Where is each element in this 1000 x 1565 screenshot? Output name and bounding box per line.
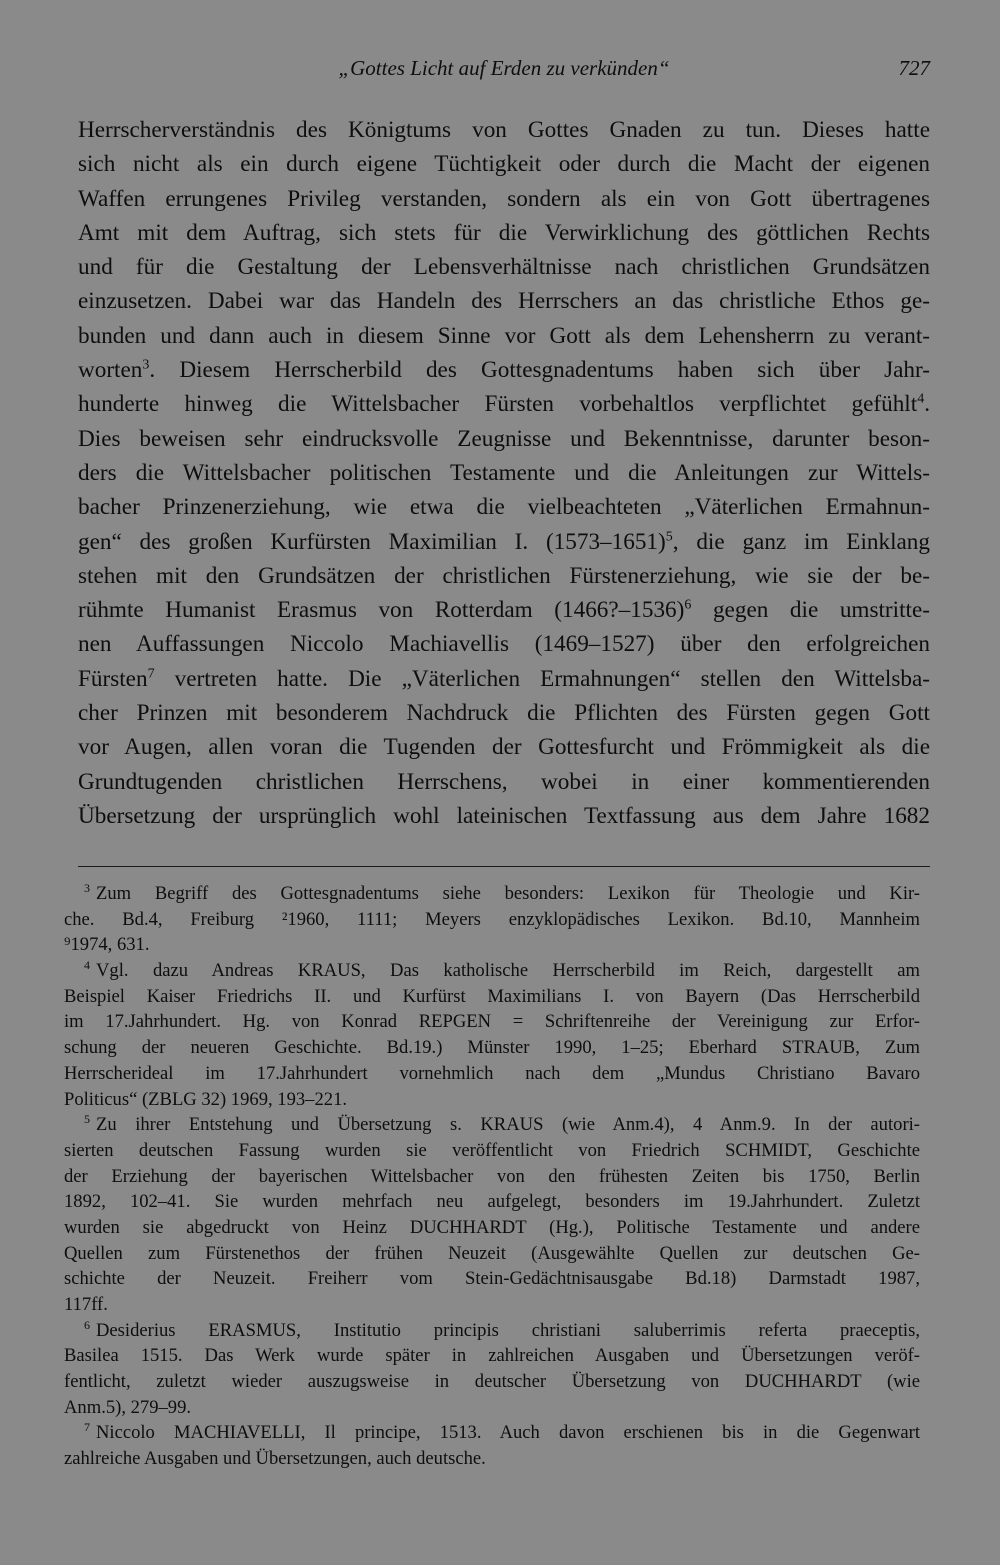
body-text-fragment: . Diesem Herrscherbild des Gottesgnadentums haben sich über Jahr- [149, 357, 930, 384]
footnote-7 [64, 1420, 920, 1471]
running-title: „Gottes Licht auf Erden zu verkünden“ [338, 56, 670, 80]
footnote-line [64, 958, 920, 984]
body-text-line: Übersetzung der ursprünglich wohl lateinischen Textfassung aus dem Jahre 1682 [78, 802, 930, 829]
body-text-line [78, 593, 930, 627]
body-text-line: ders die Wittelsbacher politischen Testamente und die Anleitungen zur Wittels- [78, 459, 930, 486]
footnote-line: Anm.5), 279–99. [64, 1396, 192, 1418]
footnote-line: Quellen zum Fürstenethos der frühen Neuzeit (Ausgewählte Quellen zur deutschen Ge- [64, 1242, 920, 1264]
footnote-line: Politicus“ (ZBLG 32) 1969, 193–221. [64, 1088, 348, 1110]
footnotes-block [64, 881, 920, 1472]
footnote-text: Niccolo MACHIAVELLI, Il principe, 1513. Auch davon erschienen bis in die Gegenwart [96, 1422, 920, 1444]
footnote-mark: 5 [84, 1112, 90, 1126]
body-text-fragment: hunderte hinweg die Wittelsbacher Fürsten vorbehaltlos verpflichtet gefühlt [78, 391, 918, 418]
footnote-line [64, 1112, 920, 1138]
body-text-line: stehen mit den Grundsätzen der christlichen Fürstenerziehung, wie sie der be- [78, 562, 930, 589]
body-text-fragment: gen“ des großen Kurfürsten Maximilian I. (1573–1651) [78, 528, 666, 555]
running-header [78, 54, 930, 88]
footnote-mark: 7 [84, 1420, 90, 1435]
body-text-line: nen Auffassungen Niccolo Machiavellis (1469–1527) über den erfolgreichen [78, 631, 930, 658]
body-text-fragment: worten [78, 357, 143, 384]
body-text-line: Grundtugenden christlichen Herrschens, wobei in einer kommentierenden [78, 768, 930, 795]
footnote-text: Vgl. dazu Andreas KRAUS, Das katholische Herrscherbild im Reich, dargestellt am [96, 960, 920, 982]
body-text-fragment: vertreten hatte. Die „Väterlichen Ermahnungen“ stellen den Wittelsba- [154, 665, 930, 692]
body-text-fragment: rühmte Humanist Erasmus von Rotterdam (1466?–1536) [78, 597, 685, 624]
footnote-3 [64, 881, 920, 958]
footnote-reference[interactable]: 6 [684, 597, 692, 613]
footnote-line: 117ff. [64, 1294, 108, 1315]
footnote-mark: 6 [84, 1317, 90, 1332]
footnote-line: ⁹1974, 631. [64, 934, 150, 956]
body-text-line: und für die Gestaltung der Lebensverhältnisse nach christlichen Grundsätzen [78, 254, 930, 281]
body-text-line [78, 662, 930, 696]
body-text-line: Dies beweisen sehr eindrucksvolle Zeugnisse und Bekenntnisse, darunter beson- [78, 425, 930, 452]
footnote-line: schung der neueren Geschichte. Bd.19.) Münster 1990, 1–25; Eberhard STRAUB, Zum [64, 1037, 920, 1059]
body-text-line [78, 525, 930, 559]
body-text-line: Waffen errungenes Privileg verstanden, sondern als ein von Gott übertragenes [78, 185, 930, 212]
footnote-5 [64, 1112, 920, 1318]
footnote-line: schichte der Neuzeit. Freiherr vom Stein-Gedächtnisausgabe Bd.18) Darmstadt 1987, [64, 1268, 920, 1290]
footnote-line: che. Bd.4, Freiburg ²1960, 1111; Meyers enzyklopädisches Lexikon. Bd.10, Mannheim [64, 908, 920, 930]
footnote-line [64, 1420, 920, 1446]
footnote-6 [64, 1318, 920, 1421]
footnote-reference[interactable]: 5 [665, 528, 673, 544]
footnote-mark: 4 [84, 957, 90, 972]
body-text-line: Amt mit dem Auftrag, sich stets für die Verwirklichung des göttlichen Rechts [78, 219, 930, 246]
body-text-line [78, 387, 930, 421]
footnote-text: Zum Begriff des Gottesgnadentums siehe besonders: Lexikon für Theologie und Kir- [96, 883, 920, 904]
footnote-reference[interactable]: 7 [147, 666, 155, 682]
body-text-line: bunden und dann auch in diesem Sinne vor Gott als dem Lehensherrn zu verant- [78, 322, 930, 349]
footnote-line: zahlreiche Ausgaben und Übersetzungen, auch deutsche. [64, 1448, 486, 1470]
footnote-line: der Erziehung der bayerischen Wittelsbacher von den frühesten Zeiten bis 1750, Berlin [64, 1165, 920, 1187]
footnote-4 [64, 958, 920, 1112]
footnote-text: Zu ihrer Entstehung und Übersetzung s. KRAUS (wie Anm.4), 4 Anm.9. In der autori- [96, 1114, 920, 1136]
body-text-fragment: . [924, 391, 930, 418]
footnote-reference[interactable]: 4 [917, 391, 925, 407]
footnote-line: sierten deutschen Fassung wurden sie veröffentlicht von Friedrich SCHMIDT, Geschichte [64, 1139, 920, 1161]
body-text-line [78, 353, 930, 387]
footnote-line: Herrscherideal im 17.Jahrhundert vornehmlich nach dem „Mundus Christiano Bavaro [64, 1062, 920, 1084]
footnote-separator [78, 866, 930, 867]
page-number: 727 [898, 56, 930, 80]
footnote-line [64, 881, 920, 907]
body-text-line: sich nicht als ein durch eigene Tüchtigkeit oder durch die Macht der eigenen [78, 151, 930, 178]
footnote-line: fentlicht, zuletzt wieder auszugsweise in deutscher Übersetzung von DUCHHARDT (wie [64, 1371, 920, 1393]
footnote-line: Basilea 1515. Das Werk wurde später in zahlreichen Ausgaben und Übersetzungen veröf- [64, 1345, 920, 1367]
footnote-line [64, 1318, 920, 1344]
footnote-text: Desiderius ERASMUS, Institutio principis christiani saluberrimis referta praeceptis, [96, 1319, 920, 1341]
body-text-line: cher Prinzen mit besonderem Nachdruck die Pflichten des Fürsten gegen Gott [78, 700, 930, 727]
body-text-fragment: Fürsten [78, 665, 148, 692]
main-text-block [78, 113, 930, 833]
body-text-line: vor Augen, allen voran die Tugenden der Gottesfurcht und Frömmigkeit als die [78, 734, 930, 761]
footnote-mark: 3 [84, 880, 90, 895]
body-text-line: Herrscherverständnis des Königtums von Gottes Gnaden zu tun. Dieses hatte [78, 117, 930, 143]
body-text-fragment: , die ganz im Einklang [672, 528, 930, 555]
footnote-line: wurden sie abgedruckt von Heinz DUCHHARDT (Hg.), Politische Testamente und andere [64, 1216, 920, 1238]
footnote-line: im 17.Jahrhundert. Hg. von Konrad REPGEN = Schriftenreihe der Vereinigung zur Erfor- [64, 1011, 920, 1033]
footnote-line: Beispiel Kaiser Friedrichs II. und Kurfürst Maximilians I. von Bayern (Das Herrscherbild [64, 985, 920, 1007]
footnote-line: 1892, 102–41. Sie wurden mehrfach neu aufgelegt, besonders im 19.Jahrhundert. Zuletzt [64, 1191, 920, 1213]
body-text-fragment: gegen die umstritte- [691, 597, 930, 624]
body-text-line: einzusetzen. Dabei war das Handeln des Herrschers an das christliche Ethos ge- [78, 288, 930, 315]
footnote-reference[interactable]: 3 [142, 357, 150, 373]
body-text-line: bacher Prinzenerziehung, wie etwa die vielbeachteten „Väterlichen Ermahnun- [78, 494, 930, 521]
